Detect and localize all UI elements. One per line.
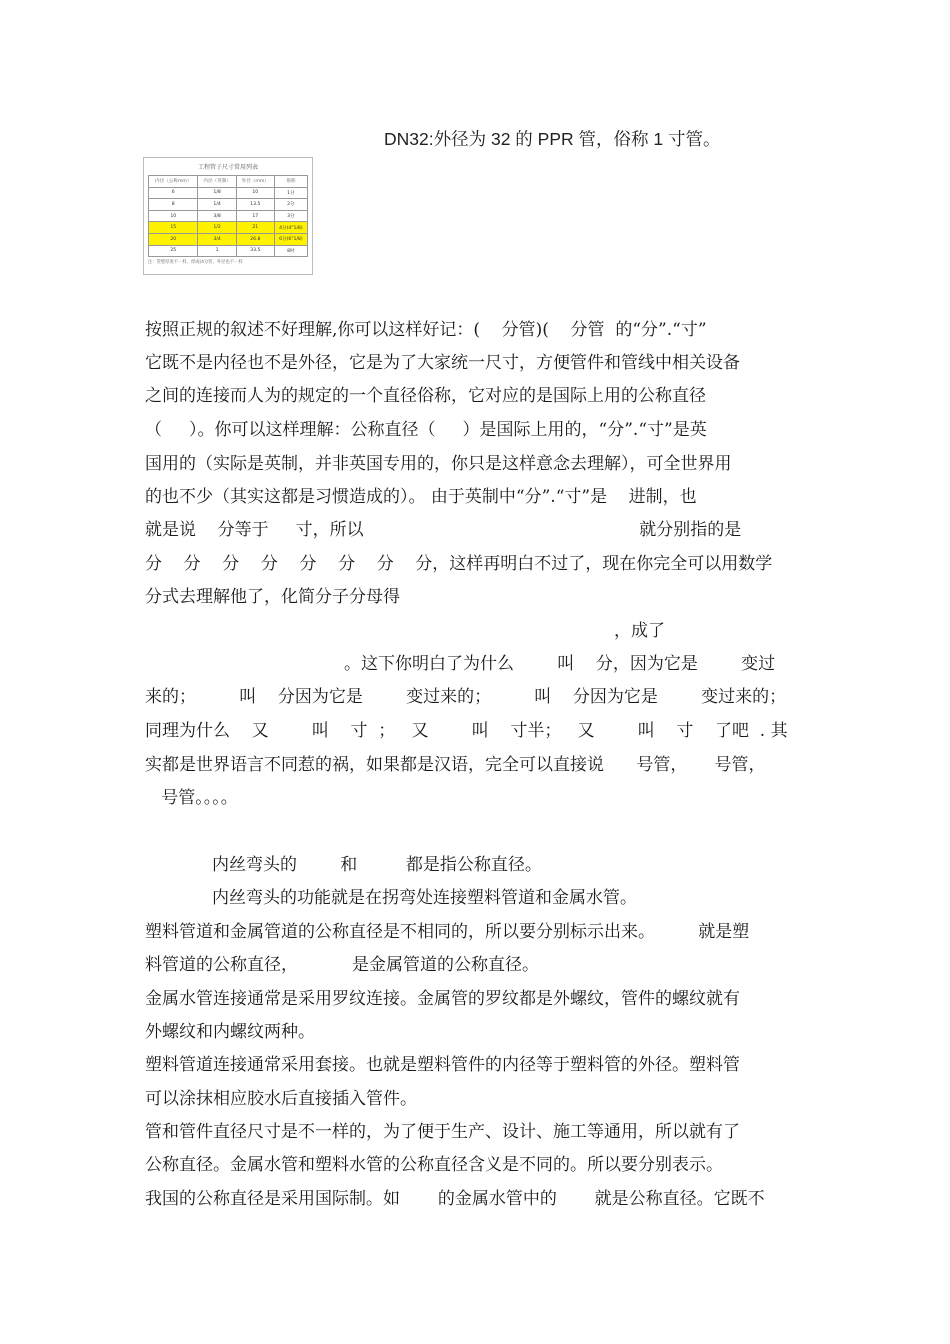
table-note: 注：管壁厚度不一样，焊成(4分管，外径也不一样	[148, 260, 243, 266]
table-cell: 6分(6"1/8)	[274, 233, 307, 245]
text-line: 塑料管道连接通常采用套接。也就是塑料管件的内径等于塑料管的外径。塑料管	[145, 1055, 740, 1075]
table-cell: 3/8	[198, 210, 236, 222]
text-line: 分 分 分 分 分 分 分 分，这样再明白不过了，现在你完全可以用数学	[145, 554, 773, 574]
table-cell: 4分(4"1/8)	[274, 222, 307, 234]
table-row	[149, 199, 308, 211]
text-line: 公称直径。金属水管和塑料水管的公称直径含义是不同的。所以要分别表示。	[145, 1155, 723, 1175]
text-line: 料管道的公称直径， 是金属管道的公称直径。	[145, 955, 540, 975]
text-line: 塑料管道和金属管道的公称直径是不相同的，所以要分别标示出来。 就是塑	[145, 922, 750, 942]
pipe-size-table	[148, 175, 308, 257]
text-line: （ ）。你可以这样理解：公称直径（ ）是国际上用的，“分”.“寸”是英	[145, 420, 707, 440]
table-header-cell: 外径（mm）	[236, 176, 274, 188]
text-line: 实都是世界语言不同惹的祸，如果都是汉语，完全可以直接说 号管， 号管，	[145, 755, 766, 775]
table-cell: 10	[236, 187, 274, 199]
table-cell: 2分	[274, 199, 307, 211]
table-cell: 17	[236, 210, 274, 222]
text-line: 分式去理解他了，化简分子分母得	[145, 587, 400, 607]
text-line: 按照正规的叙述不好理解,你可以这样好记：( 分管)( 分管 的“分”.“寸”	[145, 320, 707, 340]
table-cell: 6	[149, 187, 198, 199]
table-row-highlighted	[149, 222, 308, 234]
table-cell: 1/4	[198, 199, 236, 211]
table-cell: 1分	[274, 187, 307, 199]
text-line: 金属水管连接通常是采用罗纹连接。金属管的罗纹都是外螺纹，管件的螺纹就有	[145, 989, 740, 1009]
table-cell: 21	[236, 222, 274, 234]
text-line: 它既不是内径也不是外径，它是为了大家统一尺寸，方便管件和管线中相关设备	[145, 353, 740, 373]
text-line: 可以涂抹相应胶水后直接插入管件。	[145, 1089, 417, 1109]
text-line: 来的； 叫 分因为它是 变过来的； 叫 分因为它是 变过来的；	[145, 687, 787, 707]
text-line: 我国的公称直径是采用国际制。如 的金属水管中的 就是公称直径。它既不	[145, 1189, 765, 1209]
table-cell: 8吋	[274, 245, 307, 257]
table-row	[149, 210, 308, 222]
text-line: 外螺纹和内螺纹两种。	[145, 1022, 315, 1042]
heading-line: DN32:外径为 32 的 PPR 管，俗称 1 寸管。	[384, 129, 721, 149]
table-header-cell: 内径（公称mm）	[149, 176, 198, 188]
text-line: 同理为什么 又 叫 寸 ； 又 叫 寸半； 又 叫 寸 了吧 . 其	[145, 721, 788, 741]
text-line: 。这下你明白了为什么 叫 分，因为它是 变过	[344, 654, 776, 674]
table-cell: 15	[149, 222, 198, 234]
table-cell: 3分	[274, 210, 307, 222]
table-row	[149, 245, 308, 257]
table-header-row	[149, 176, 308, 188]
table-cell: 33.5	[236, 245, 274, 257]
text-line: 的也不少（其实这都是习惯造成的）。 由于英制中“分”.“寸”是 进制，也	[145, 487, 697, 507]
table-cell: 1/8	[198, 187, 236, 199]
table-row	[149, 187, 308, 199]
table-cell: 13.5	[236, 199, 274, 211]
text-line: 管和管件直径尺寸是不一样的，为了便于生产、设计、施工等通用，所以就有了	[145, 1122, 740, 1142]
table-cell: 8	[149, 199, 198, 211]
table-cell: 26.8	[236, 233, 274, 245]
table-row-highlighted	[149, 233, 308, 245]
table-cell: 1	[198, 245, 236, 257]
table-cell: 3/4	[198, 233, 236, 245]
text-line: 号管。。。。	[145, 788, 238, 808]
table-cell: 20	[149, 233, 198, 245]
table-header-cell: 俗称	[274, 176, 307, 188]
text-line: 内丝弯头的功能就是在拐弯处连接塑料管道和金属水管。	[212, 888, 637, 908]
table-cell: 25	[149, 245, 198, 257]
text-line: 内丝弯头的 和 都是指公称直径。	[212, 855, 542, 875]
text-line: 就是说 分等于 寸，所以 就分别指的是	[145, 520, 742, 540]
table-cell: 1/2	[198, 222, 236, 234]
pipe-size-table-image	[143, 157, 313, 275]
text-line: ，成了	[614, 621, 665, 641]
table-header-cell: 内径（英制）	[198, 176, 236, 188]
table-cell: 10	[149, 210, 198, 222]
text-line: 国用的（实际是英制，并非英国专用的，你只是这样意念去理解），可全世界用	[145, 454, 732, 474]
table-title: 工程管子尺寸常用列表	[197, 164, 258, 171]
text-line: 之间的连接而人为的规定的一个直径俗称，它对应的是国际上用的公称直径	[145, 386, 706, 406]
